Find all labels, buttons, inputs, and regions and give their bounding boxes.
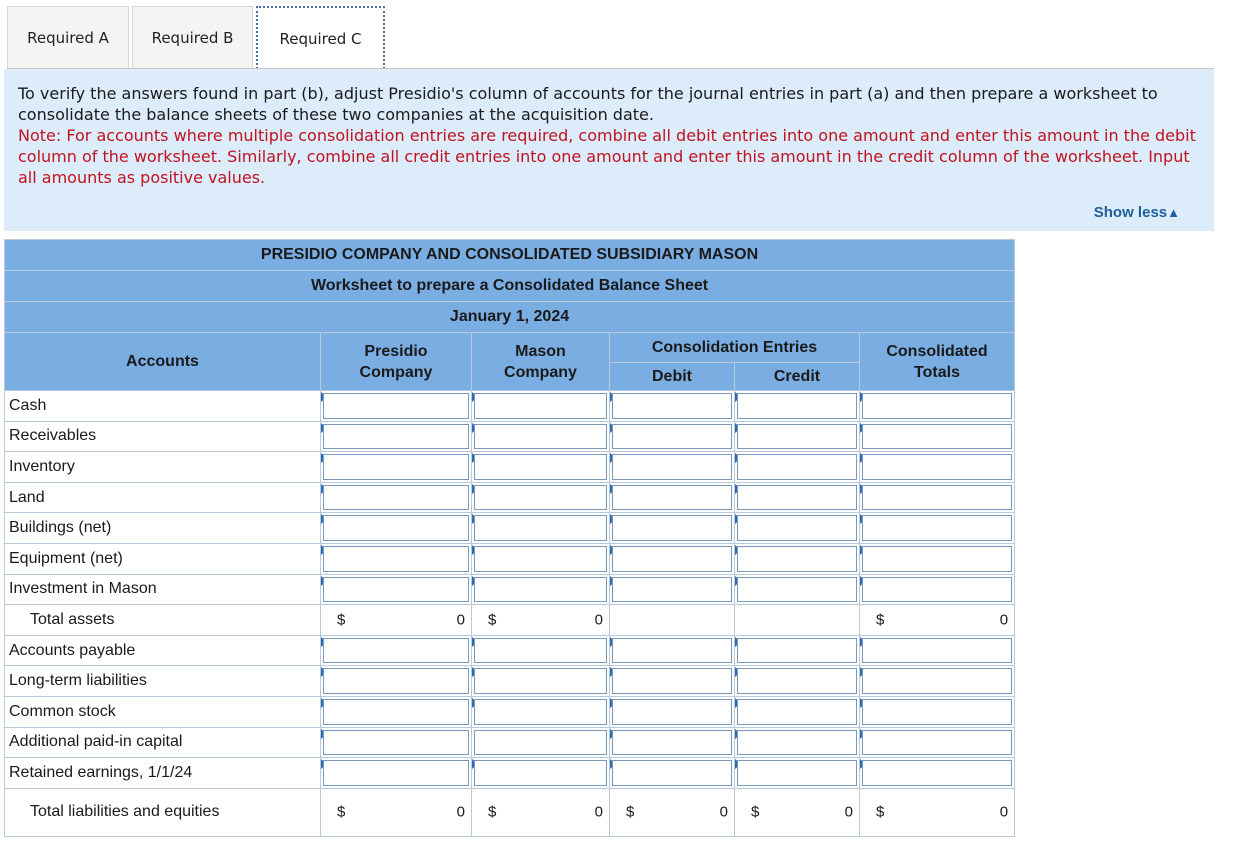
row-buildings — [5, 513, 1015, 544]
col-header-mason — [472, 333, 610, 391]
input-credit[interactable] — [735, 666, 860, 697]
col-header-consolidated-totals — [860, 333, 1015, 391]
instructions-note: Note: For accounts where multiple consolidation entries are required, combine all debit entries into one amount and enter this amount in the debit column of the worksheet. Similarly, combine all credit entries into one amount and enter this amount in the credit column of the worksheet. Input all amounts as positive values. — [18, 126, 1196, 187]
row-label: Retained earnings, 1/1/24 — [5, 758, 321, 789]
input-box[interactable] — [737, 546, 857, 572]
tab-required-a[interactable]: Required A — [7, 6, 129, 69]
row-label: Receivables — [5, 421, 321, 452]
tab-required-c[interactable]: Required C — [256, 6, 385, 69]
row-label: Buildings (net) — [5, 513, 321, 544]
input-box[interactable] — [862, 393, 1012, 419]
input-debit[interactable] — [610, 666, 735, 697]
input-mason[interactable] — [472, 421, 610, 452]
input-consolidated[interactable] — [860, 421, 1015, 452]
col-header-accounts: Accounts — [5, 333, 321, 391]
input-mason[interactable] — [472, 391, 610, 422]
input-mason[interactable] — [472, 666, 610, 697]
currency-symbol: $ — [488, 611, 497, 629]
input-box[interactable] — [474, 424, 607, 450]
input-box[interactable] — [737, 668, 857, 694]
input-box[interactable] — [862, 730, 1012, 756]
input-consolidated[interactable] — [860, 513, 1015, 544]
row-total-assets — [5, 605, 1015, 636]
input-debit[interactable] — [610, 574, 735, 605]
input-presidio[interactable] — [321, 666, 472, 697]
currency-symbol: $ — [876, 611, 885, 629]
row-label: Inventory — [5, 452, 321, 483]
input-credit[interactable] — [735, 758, 860, 789]
input-box[interactable] — [737, 454, 857, 480]
input-box[interactable] — [323, 393, 469, 419]
input-box[interactable] — [737, 515, 857, 541]
total-value: 0 — [594, 803, 603, 821]
row-accounts-payable — [5, 635, 1015, 666]
input-box[interactable] — [612, 760, 732, 786]
input-box[interactable] — [737, 730, 857, 756]
input-box[interactable] — [323, 668, 469, 694]
input-box[interactable] — [862, 638, 1012, 664]
input-box[interactable] — [612, 393, 732, 419]
col-header-debit: Debit — [610, 363, 735, 391]
input-credit[interactable] — [735, 421, 860, 452]
input-credit[interactable] — [735, 452, 860, 483]
currency-symbol: $ — [751, 803, 760, 821]
input-consolidated[interactable] — [860, 635, 1015, 666]
row-common-stock — [5, 696, 1015, 727]
currency-symbol: $ — [337, 803, 346, 821]
input-box[interactable] — [862, 760, 1012, 786]
input-consolidated[interactable] — [860, 574, 1015, 605]
input-presidio[interactable] — [321, 574, 472, 605]
input-credit[interactable] — [735, 543, 860, 574]
total-mason — [472, 605, 610, 636]
input-box[interactable] — [612, 730, 732, 756]
total-value: 0 — [456, 803, 465, 821]
row-total-liabilities-equities — [5, 788, 1015, 836]
row-land — [5, 482, 1015, 513]
total-presidio — [321, 605, 472, 636]
input-box[interactable] — [737, 699, 857, 725]
row-label: Land — [5, 482, 321, 513]
input-box[interactable] — [737, 485, 857, 511]
input-box[interactable] — [862, 454, 1012, 480]
input-presidio[interactable] — [321, 513, 472, 544]
input-box[interactable] — [862, 577, 1012, 603]
input-box[interactable] — [612, 699, 732, 725]
input-box[interactable] — [737, 393, 857, 419]
instructions-panel — [4, 69, 1214, 231]
input-consolidated[interactable] — [860, 391, 1015, 422]
input-mason[interactable] — [472, 635, 610, 666]
total-consolidated — [860, 605, 1015, 636]
total-debit — [610, 788, 735, 836]
input-box[interactable] — [474, 577, 607, 603]
input-debit[interactable] — [610, 727, 735, 758]
input-box[interactable] — [323, 730, 469, 756]
input-box[interactable] — [323, 760, 469, 786]
input-box[interactable] — [862, 515, 1012, 541]
input-consolidated[interactable] — [860, 543, 1015, 574]
row-label: Investment in Mason — [5, 574, 321, 605]
row-label: Common stock — [5, 696, 321, 727]
row-label: Equipment (net) — [5, 543, 321, 574]
input-box[interactable] — [737, 577, 857, 603]
input-box[interactable] — [862, 424, 1012, 450]
input-presidio[interactable] — [321, 421, 472, 452]
currency-symbol: $ — [876, 803, 885, 821]
input-mason[interactable] — [472, 482, 610, 513]
input-mason[interactable] — [472, 758, 610, 789]
input-debit[interactable] — [610, 635, 735, 666]
input-box[interactable] — [612, 424, 732, 450]
input-box[interactable] — [612, 546, 732, 572]
currency-symbol: $ — [337, 611, 346, 629]
input-credit[interactable] — [735, 574, 860, 605]
input-presidio[interactable] — [321, 727, 472, 758]
input-box[interactable] — [474, 454, 607, 480]
col-header-totals-line2: Totals — [914, 363, 960, 381]
row-retained-earnings — [5, 758, 1015, 789]
input-box[interactable] — [737, 424, 857, 450]
input-box[interactable] — [612, 454, 732, 480]
input-mason[interactable] — [472, 727, 610, 758]
row-label: Cash — [5, 391, 321, 422]
total-value: 0 — [999, 611, 1009, 629]
input-box[interactable] — [737, 638, 857, 664]
input-box[interactable] — [323, 515, 469, 541]
col-header-totals-line1: Consolidated — [886, 342, 988, 360]
row-label: Accounts payable — [5, 635, 321, 666]
worksheet-date: January 1, 2024 — [5, 302, 1015, 333]
input-consolidated[interactable] — [860, 758, 1015, 789]
input-debit[interactable] — [610, 758, 735, 789]
input-box[interactable] — [323, 454, 469, 480]
input-mason[interactable] — [472, 543, 610, 574]
input-presidio[interactable] — [321, 482, 472, 513]
input-debit[interactable] — [610, 452, 735, 483]
input-consolidated[interactable] — [860, 666, 1015, 697]
blank-debit — [610, 605, 735, 636]
row-investment — [5, 574, 1015, 605]
tab-bar — [7, 6, 388, 69]
row-receivables — [5, 421, 1015, 452]
row-inventory — [5, 452, 1015, 483]
total-credit — [735, 788, 860, 836]
row-long-term-liabilities — [5, 666, 1015, 697]
total-value: 0 — [844, 803, 853, 821]
total-consolidated — [860, 788, 1015, 836]
input-box[interactable] — [474, 668, 607, 694]
input-box[interactable] — [474, 485, 607, 511]
input-debit[interactable] — [610, 482, 735, 513]
input-mason[interactable] — [472, 452, 610, 483]
input-box[interactable] — [862, 699, 1012, 725]
input-credit[interactable] — [735, 513, 860, 544]
row-apic — [5, 727, 1015, 758]
input-mason[interactable] — [472, 513, 610, 544]
instructions-text: To verify the answers found in part (b), adjust Presidio's column of accounts for the journal entries in part (a) and then prepare a worksheet to consolidate the balance sheets of these two companies at the acquisition date. — [18, 84, 1158, 124]
input-credit[interactable] — [735, 696, 860, 727]
input-consolidated[interactable] — [860, 696, 1015, 727]
col-header-consolidation-entries: Consolidation Entries — [610, 333, 860, 363]
input-box[interactable] — [474, 760, 607, 786]
input-presidio[interactable] — [321, 543, 472, 574]
input-presidio[interactable] — [321, 758, 472, 789]
row-cash — [5, 391, 1015, 422]
show-less-label[interactable]: Show less — [1093, 204, 1168, 221]
input-box[interactable] — [862, 668, 1012, 694]
row-label: Total liabilities and equities — [5, 788, 321, 836]
currency-symbol: $ — [488, 803, 497, 821]
col-header-presidio-line1: Presidio — [364, 342, 428, 360]
input-box[interactable] — [612, 485, 732, 511]
input-box[interactable] — [323, 638, 469, 664]
input-box[interactable] — [862, 546, 1012, 572]
input-box[interactable] — [474, 515, 607, 541]
total-value: 0 — [999, 803, 1009, 821]
col-header-presidio-line2: Company — [359, 363, 433, 381]
input-debit[interactable] — [610, 391, 735, 422]
col-header-presidio — [321, 333, 472, 391]
input-box[interactable] — [474, 393, 607, 419]
input-box[interactable] — [323, 485, 469, 511]
input-credit[interactable] — [735, 391, 860, 422]
row-label: Total assets — [5, 605, 321, 636]
triangle-up-icon: ▲ — [1167, 205, 1180, 220]
input-consolidated[interactable] — [860, 727, 1015, 758]
input-box[interactable] — [612, 577, 732, 603]
input-presidio[interactable] — [321, 696, 472, 727]
input-box[interactable] — [323, 577, 469, 603]
col-header-mason-line1: Mason — [515, 342, 566, 360]
worksheet-subtitle: Worksheet to prepare a Consolidated Balance Sheet — [5, 271, 1015, 302]
total-presidio — [321, 788, 472, 836]
input-credit[interactable] — [735, 482, 860, 513]
col-header-credit: Credit — [735, 363, 860, 391]
input-box[interactable] — [323, 424, 469, 450]
input-consolidated[interactable] — [860, 452, 1015, 483]
input-presidio[interactable] — [321, 391, 472, 422]
input-box[interactable] — [323, 699, 469, 725]
input-box[interactable] — [612, 515, 732, 541]
input-debit[interactable] — [610, 543, 735, 574]
total-mason — [472, 788, 610, 836]
currency-symbol: $ — [626, 803, 635, 821]
input-box[interactable] — [737, 760, 857, 786]
input-debit[interactable] — [610, 421, 735, 452]
input-box[interactable] — [474, 699, 607, 725]
input-box[interactable] — [474, 730, 607, 756]
total-value: 0 — [594, 611, 603, 629]
input-consolidated[interactable] — [860, 482, 1015, 513]
row-label: Additional paid-in capital — [5, 727, 321, 758]
input-mason[interactable] — [472, 574, 610, 605]
input-debit[interactable] — [610, 696, 735, 727]
blank-credit — [735, 605, 860, 636]
input-credit[interactable] — [735, 727, 860, 758]
input-presidio[interactable] — [321, 452, 472, 483]
input-box[interactable] — [862, 485, 1012, 511]
input-mason[interactable] — [472, 696, 610, 727]
input-box[interactable] — [323, 546, 469, 572]
col-header-mason-line2: Company — [504, 363, 577, 381]
row-equipment — [5, 543, 1015, 574]
total-value: 0 — [719, 803, 728, 821]
row-label: Long-term liabilities — [5, 666, 321, 697]
input-box[interactable] — [474, 638, 607, 664]
worksheet-table — [4, 239, 1015, 837]
input-box[interactable] — [612, 638, 732, 664]
worksheet-title: PRESIDIO COMPANY AND CONSOLIDATED SUBSIDIARY MASON — [5, 240, 1015, 271]
input-presidio[interactable] — [321, 635, 472, 666]
input-box[interactable] — [612, 668, 732, 694]
input-box[interactable] — [474, 546, 607, 572]
input-debit[interactable] — [610, 513, 735, 544]
show-less-toggle[interactable] — [1094, 202, 1180, 223]
total-value: 0 — [456, 611, 465, 629]
tab-required-b[interactable]: Required B — [132, 6, 253, 69]
input-credit[interactable] — [735, 635, 860, 666]
